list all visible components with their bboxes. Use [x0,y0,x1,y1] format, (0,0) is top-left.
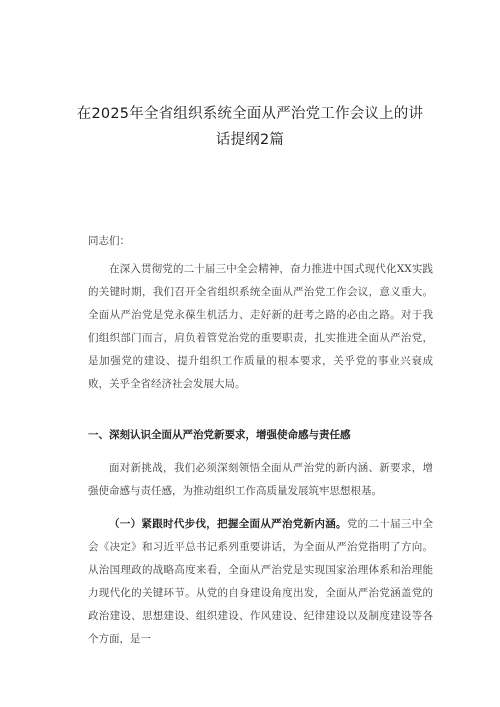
paragraph-intro: 在深入贯彻党的二十届三中全会精神，奋力推进中国式现代化XX实践的关键时期，我们召开全省组织系统全面从严治党工作会议，意义重大。全面从严治党是党永葆生机活力、走好新的赶考之路的必由之路。对于我们组织部门而言，肩负着管党治党的重要职责，扎实推进全面从严治党，是加强党的建设、提升组织工作质量的根本要求，关乎党的事业兴衰成败，关乎全省经济社会发展大局。 [88,263,433,390]
subsection-heading-1: （一）紧跟时代步伐，把握全面从严治党新内涵。 [109,518,347,530]
paragraph-section-1: 面对新挑战，我们必须深刻领悟全面从严治党的新内涵、新要求，增强使命感与责任感，为推动组织工作高质量发展筑牢思想根基。 [88,462,433,497]
paragraph-subsection-1 [88,513,433,651]
document-title: 在2025年全省组织系统全面从严治党工作会议上的讲话提纲2篇 [76,106,424,148]
subsection-body-1: 党的二十届三中全会《决定》和习近平总书记系列重要讲话，为全面从严治党指明了方向。从治国理政的战略高度来看，全面从严治党是实现国家治理体系和治理能力现代化的关键环节。从党的自身建设角度出发，全面从严治党涵盖党的政治建设、思想建设、组织建设、作风建设、纪律建设以及制度建设等各个方面，是一 [88,518,434,645]
section-heading-1: 一、深刻认识全面从严治党新要求，增强使命感与责任感 [88,429,351,441]
salutation: 同志们： [88,235,130,247]
